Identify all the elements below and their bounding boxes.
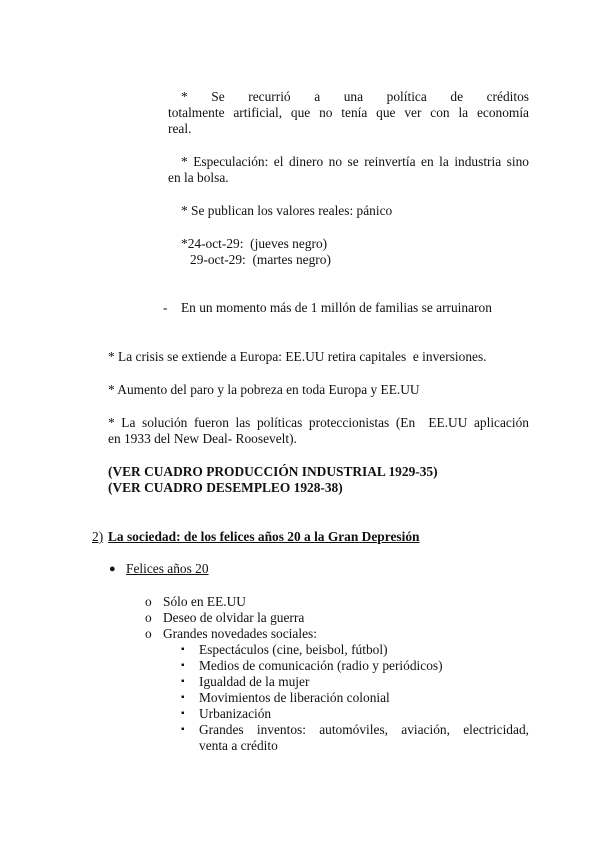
o-marker-2: o <box>145 610 152 625</box>
families-text: En un momento más de 1 millón de familias se arruinaron <box>181 300 492 315</box>
credit-policy-line1: * Se recurrió a una política de créditos <box>181 89 529 104</box>
speculation-line2: en la bolsa. <box>168 170 229 185</box>
square-bullet-icon: ▪ <box>181 660 185 671</box>
credit-policy-line2: totalmente artificial, que no tenía que ver con la economía <box>168 105 529 120</box>
subitem-medios: Medios de comunicación (radio y periódicos) <box>199 658 443 673</box>
subitem-liberacion: Movimientos de liberación colonial <box>199 690 390 705</box>
item-olvidar-guerra: Deseo de olvidar la guerra <box>163 610 305 625</box>
note-unemployment: (VER CUADRO DESEMPLEO 1928-38) <box>108 480 343 495</box>
square-bullet-icon: ▪ <box>181 724 185 735</box>
bullet-icon: ● <box>109 563 116 575</box>
solution-line1: * La solución fueron las políticas proteccionistas (En EE.UU aplicación <box>108 415 529 430</box>
square-bullet-icon: ▪ <box>181 644 185 655</box>
crisis-text: * La crisis se extiende a Europa: EE.UU retira capitales e inversiones. <box>108 349 487 364</box>
subitem-espectaculos: Espectáculos (cine, beisbol, fútbol) <box>199 642 388 657</box>
subitem-urbanizacion: Urbanización <box>199 706 272 721</box>
subheading-felices: Felices años 20 <box>126 561 209 576</box>
subitem-inventos-line2: venta a crédito <box>199 738 278 753</box>
section-number: 2) <box>92 529 104 544</box>
values-text: * Se publican los valores reales: pánico <box>181 203 393 218</box>
o-marker-3: o <box>145 626 152 641</box>
credit-policy-line3: real. <box>168 121 192 136</box>
square-bullet-icon: ▪ <box>181 676 185 687</box>
item-solo-eeuu: Sólo en EE.UU <box>163 594 246 609</box>
square-bullet-icon: ▪ <box>181 692 185 703</box>
section-title: La sociedad: de los felices años 20 a la Gran Depresión <box>108 529 420 544</box>
dash-marker: - <box>163 300 168 315</box>
black-tuesday-date: 29-oct-29: (martes negro) <box>190 252 331 267</box>
note-industrial-production: (VER CUADRO PRODUCCIÓN INDUSTRIAL 1929-35) <box>108 464 438 479</box>
subitem-igualdad: Igualdad de la mujer <box>199 674 310 689</box>
black-thursday-date: *24-oct-29: (jueves negro) <box>181 236 328 251</box>
o-marker-1: o <box>145 594 152 609</box>
subitem-inventos-line1: Grandes inventos: automóviles, aviación, electricidad, <box>199 722 529 737</box>
speculation-line1: * Especulación: el dinero no se reinvertía en la industria sino <box>181 154 529 169</box>
unemployment-text: * Aumento del paro y la pobreza en toda Europa y EE.UU <box>108 382 420 397</box>
item-novedades-sociales: Grandes novedades sociales: <box>163 626 317 641</box>
square-bullet-icon: ▪ <box>181 708 185 719</box>
solution-line2: en 1933 del New Deal- Roosevelt). <box>108 431 297 446</box>
